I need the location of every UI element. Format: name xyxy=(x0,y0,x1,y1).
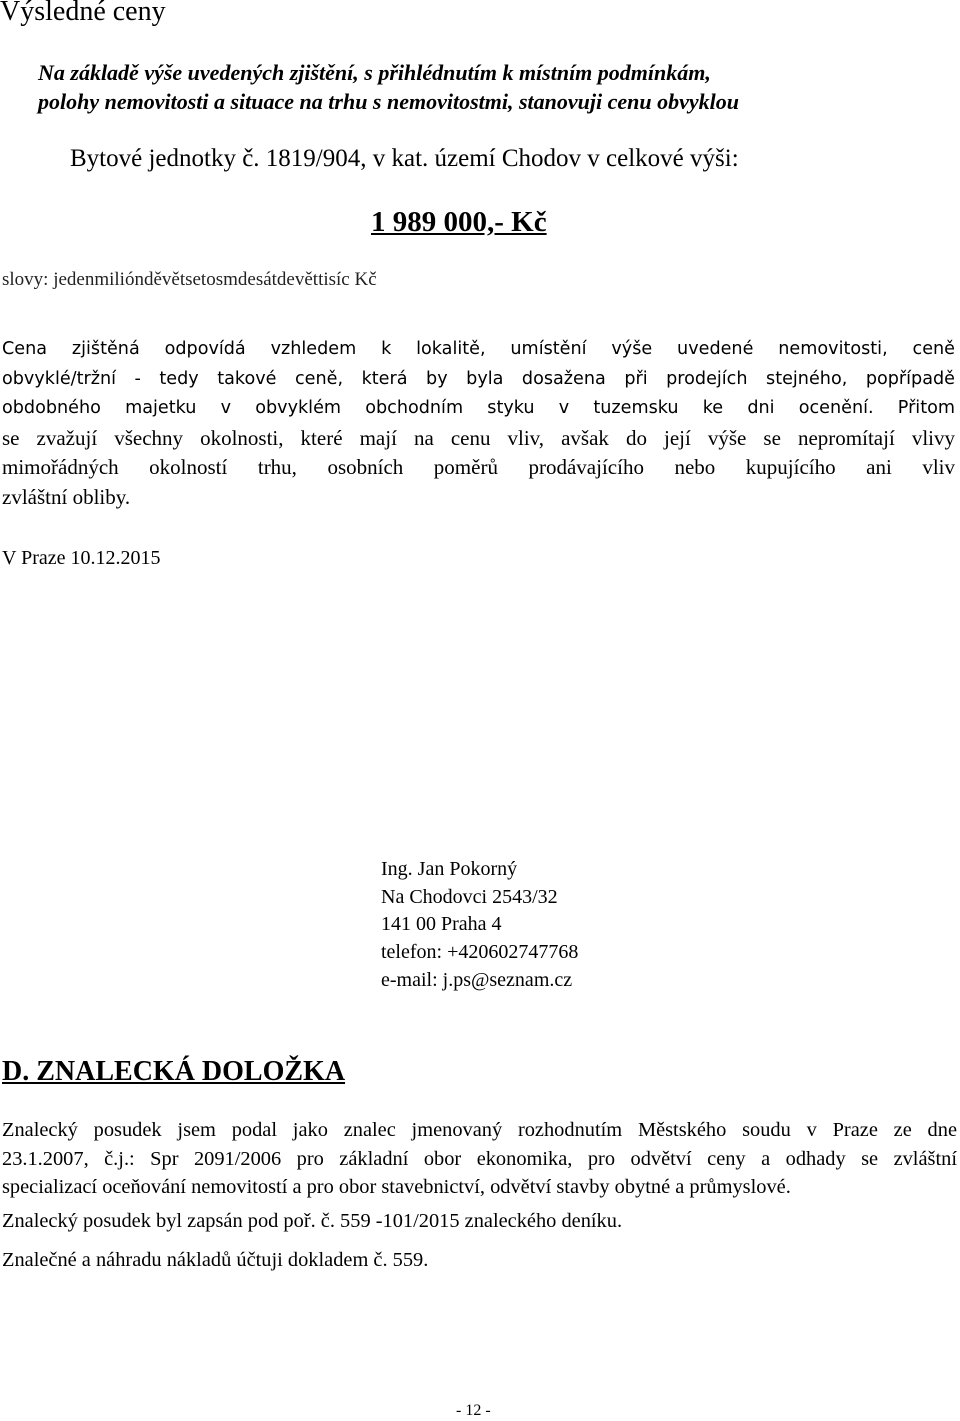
price-in-words: slovy: jedenmiliónděvětsetosmdesátdevěttisíc Kč xyxy=(2,269,377,290)
signature-name: Ing. Jan Pokorný xyxy=(381,858,518,880)
signature-email: e-mail: j.ps@seznam.cz xyxy=(381,969,573,991)
page-title: Výsledné ceny xyxy=(0,0,166,27)
paragraph-line: obvyklé/tržní - tedy takové ceně, která by byla dosažena při prodejích stejného, popřípadě xyxy=(2,368,955,389)
clause-paragraph xyxy=(2,1116,957,1202)
clause-line: Znalecký posudek jsem podal jako znalec jmenovaný rozhodnutím Městského soudu v Praze ze dne xyxy=(2,1119,957,1141)
paragraph-line: obdobného majetku v obvyklém obchodním styku v tuzemsku ke dni ocenění. Přitom xyxy=(2,398,955,418)
paragraph-line: mimořádných okolností trhu, osobních poměrů prodávajícího nebo kupujícího ani vliv xyxy=(2,455,955,479)
paragraph-line: Cena zjištěná odpovídá vzhledem k lokalitě, umístění výše uvedené nemovitosti, ceně xyxy=(2,339,955,359)
paragraph-line: zvláštní obliby. xyxy=(2,484,131,509)
valuation-paragraph xyxy=(2,335,955,512)
registry-note: Znalecký posudek byl zapsán pod poř. č. 559 -101/2015 znaleckého deníku. xyxy=(2,1210,623,1232)
signature-city: 141 00 Praha 4 xyxy=(381,913,502,935)
price-value: 1 989 000,- Kč xyxy=(371,206,547,238)
signature-phone: telefon: +420602747768 xyxy=(381,941,579,963)
clause-line: specializací oceňování nemovitostí a pro obor stavebnictví, odvětví stavby obytné a průmyslové. xyxy=(2,1176,791,1198)
paragraph-line: se zvažují všechny okolnosti, které mají na cenu vliv, avšak do její výše se nepromítají vlivy xyxy=(2,425,955,450)
intro-line-1: Na základě výše uvedených zjištění, s přihlédnutím k místním podmínkám, xyxy=(38,60,711,85)
signature-street: Na Chodovci 2543/32 xyxy=(381,886,558,908)
place-date: V Praze 10.12.2015 xyxy=(2,547,161,569)
unit-description: Bytové jednotky č. 1819/904, v kat. území Chodov v celkové výši: xyxy=(70,145,739,172)
section-heading: D. ZNALECKÁ DOLOŽKA xyxy=(2,1056,346,1087)
page-number: - 12 - xyxy=(456,1402,491,1419)
fees-note: Znalečné a náhradu nákladů účtuji dokladem č. 559. xyxy=(2,1249,429,1271)
clause-line: 23.1.2007, č.j.: Spr 2091/2006 pro základní obor ekonomika, pro odvětví ceny a odhady se zvláštní xyxy=(2,1147,957,1170)
intro-line-2: polohy nemovitosti a situace na trhu s nemovitostmi, stanovuji cenu obvyklou xyxy=(38,89,740,114)
